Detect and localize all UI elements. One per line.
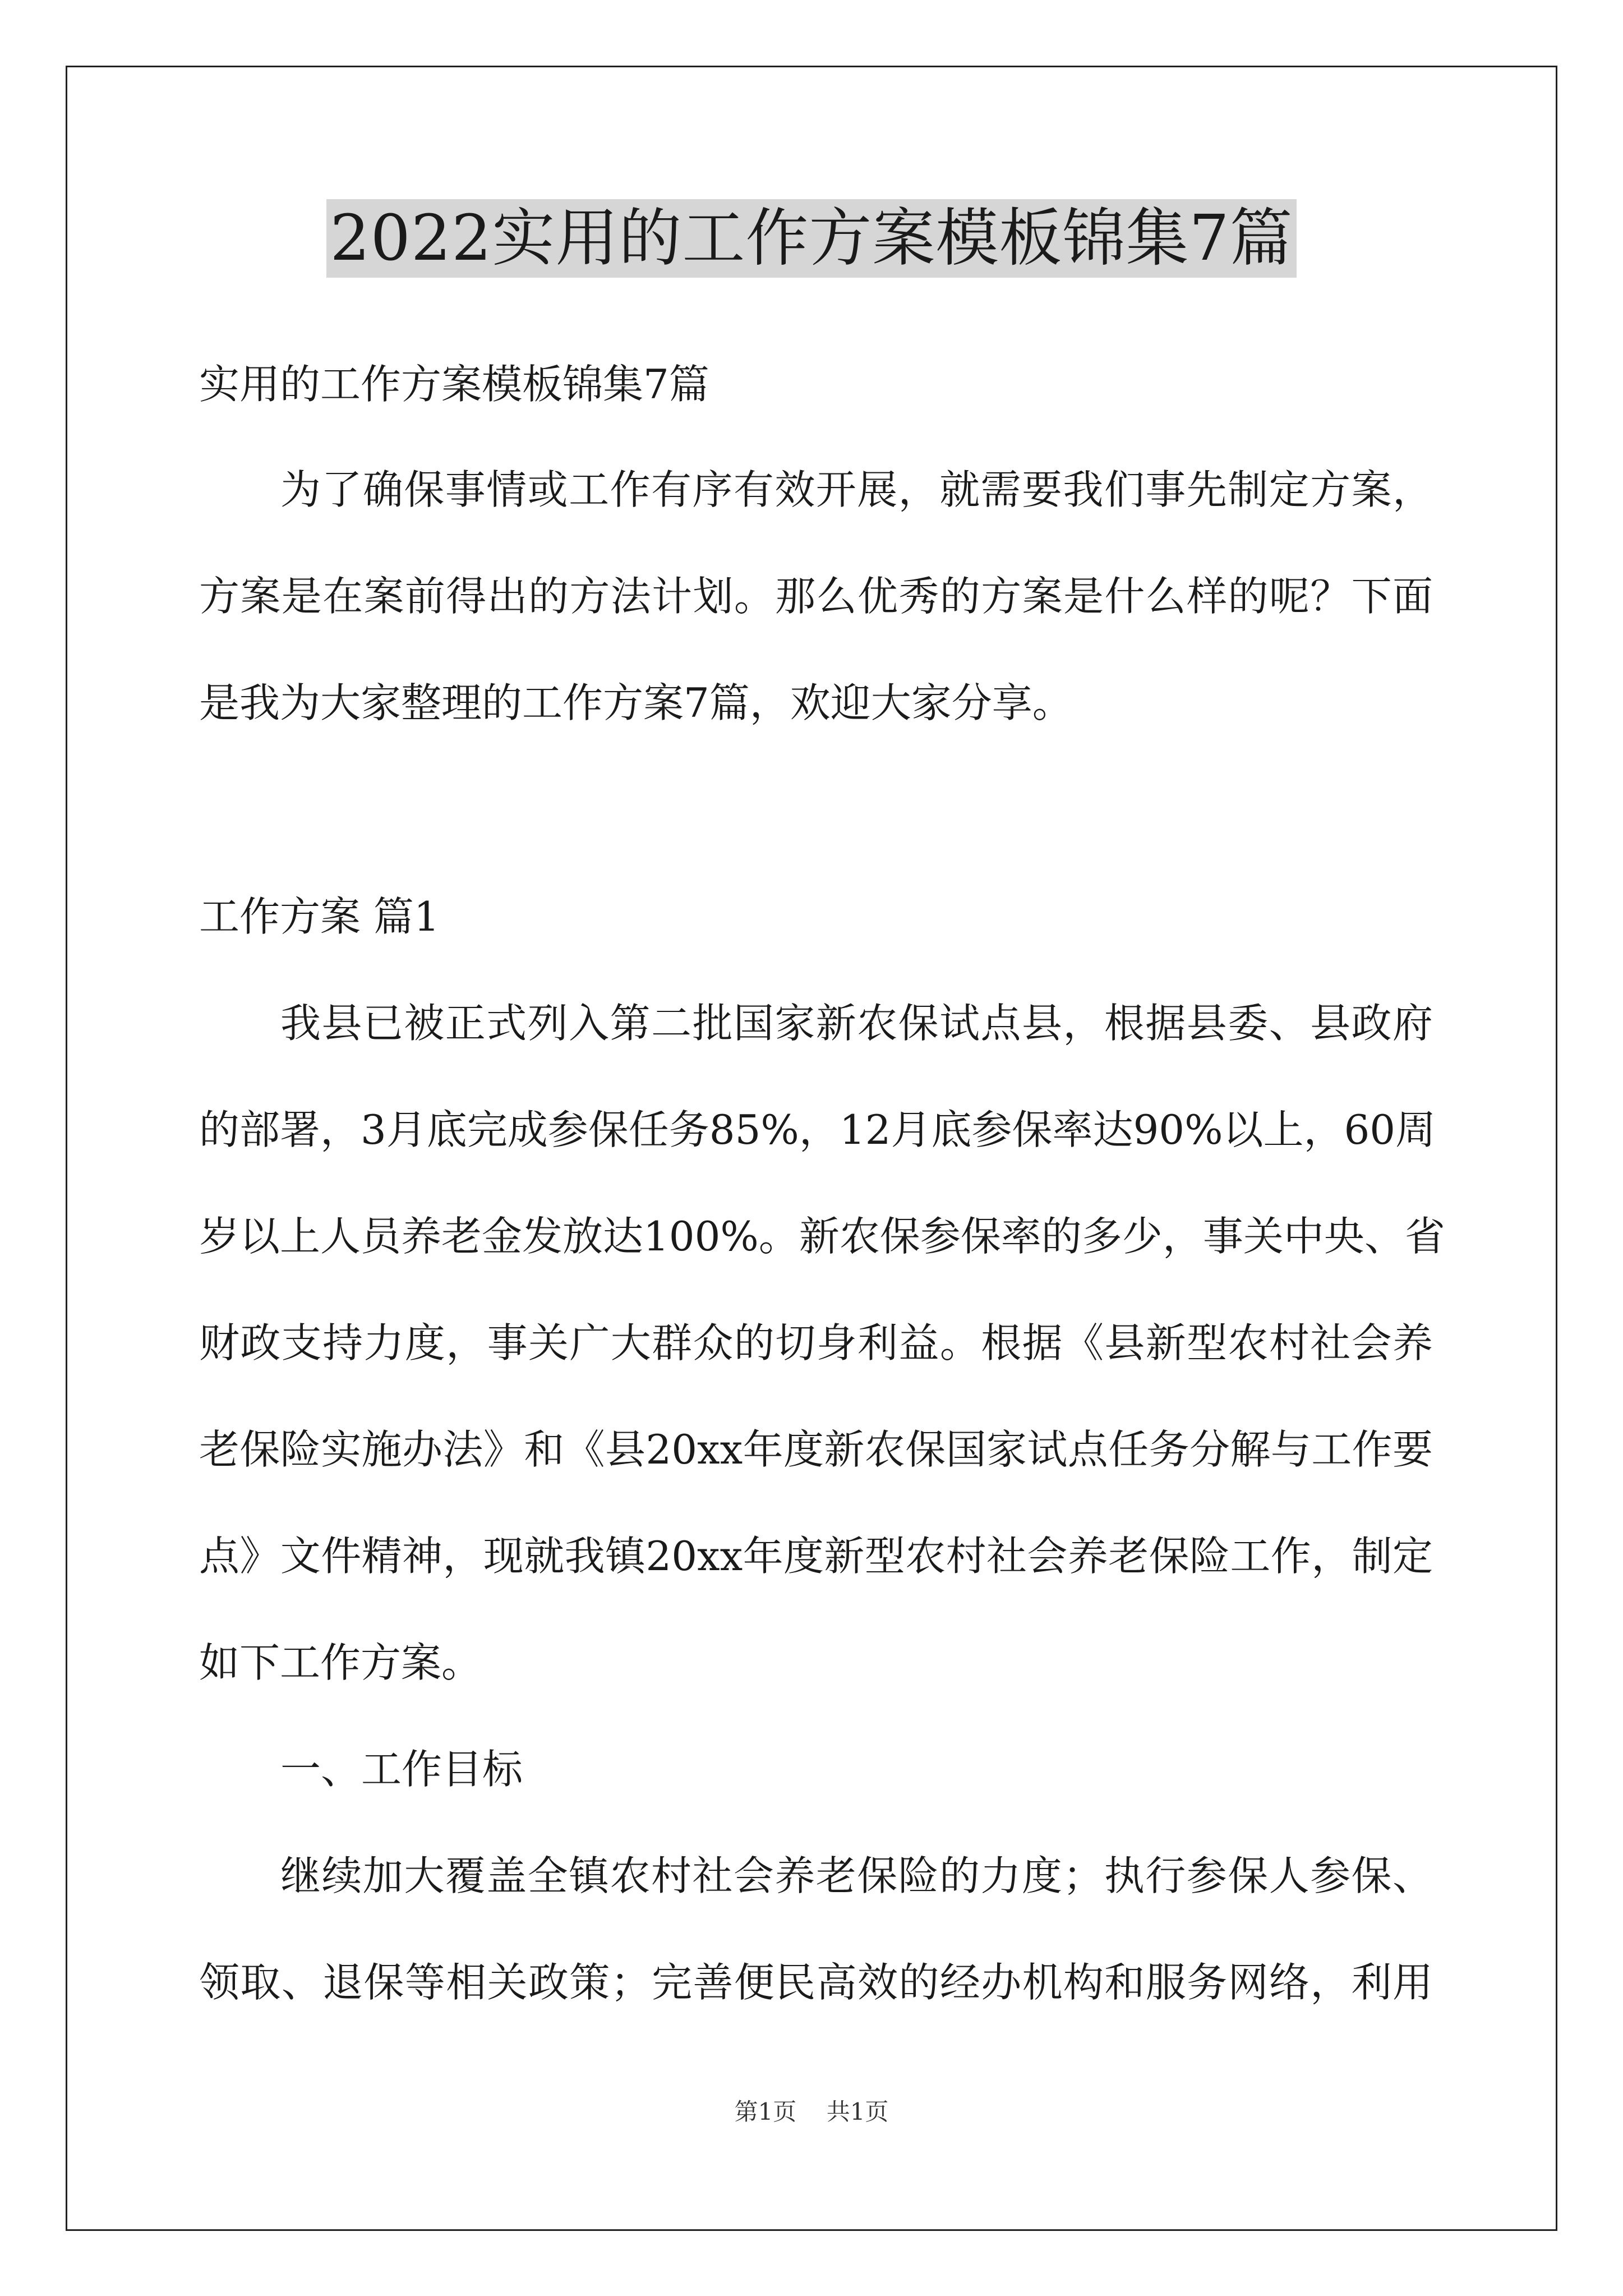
page-footer <box>0 2095 1623 2129</box>
section-line: 点》文件精神，现就我镇20xx年度新型农村社会养老保险工作，制定 <box>199 1533 1433 1580</box>
intro-line: 是我为大家整理的工作方案7篇，欢迎大家分享。 <box>199 679 1073 726</box>
section-line: 老保险实施办法》和《县20xx年度新农保国家试点任务分解与工作要 <box>199 1426 1433 1473</box>
intro-line: 方案是在案前得出的方法计划。那么优秀的方案是什么样的呢？下面 <box>199 573 1433 620</box>
section-line: 的部署，3月底完成参保任务85%，12月底参保率达90%以上，60周 <box>199 1106 1436 1153</box>
goal-line: 领取、退保等相关政策；完善便民高效的经办机构和服务网络，利用 <box>199 1959 1433 2006</box>
section-heading: 工作方案 篇1 <box>199 893 440 940</box>
goal-line: 继续加大覆盖全镇农村社会养老保险的力度；执行参保人参保、 <box>280 1852 1433 1899</box>
goal-heading: 一、工作目标 <box>280 1746 523 1793</box>
section-line: 岁以上人员养老金发放达100%。新农保参保率的多少，事关中央、省 <box>199 1213 1445 1260</box>
section-line: 我县已被正式列入第二批国家新农保试点县，根据县委、县政府 <box>280 1000 1433 1047</box>
section-line: 财政支持力度，事关广大群众的切身利益。根据《县新型农村社会养 <box>199 1319 1433 1366</box>
intro-line: 为了确保事情或工作有序有效开展，就需要我们事先制定方案， <box>280 466 1433 513</box>
section-line: 如下工作方案。 <box>199 1639 482 1686</box>
title-container <box>0 199 1623 278</box>
document-subtitle: 实用的工作方案模板锦集7篇 <box>199 361 709 408</box>
page-number: 第1页 <box>734 2098 797 2125</box>
page-total: 共1页 <box>826 2098 889 2125</box>
document-title: 2022实用的工作方案模板锦集7篇 <box>326 199 1296 278</box>
